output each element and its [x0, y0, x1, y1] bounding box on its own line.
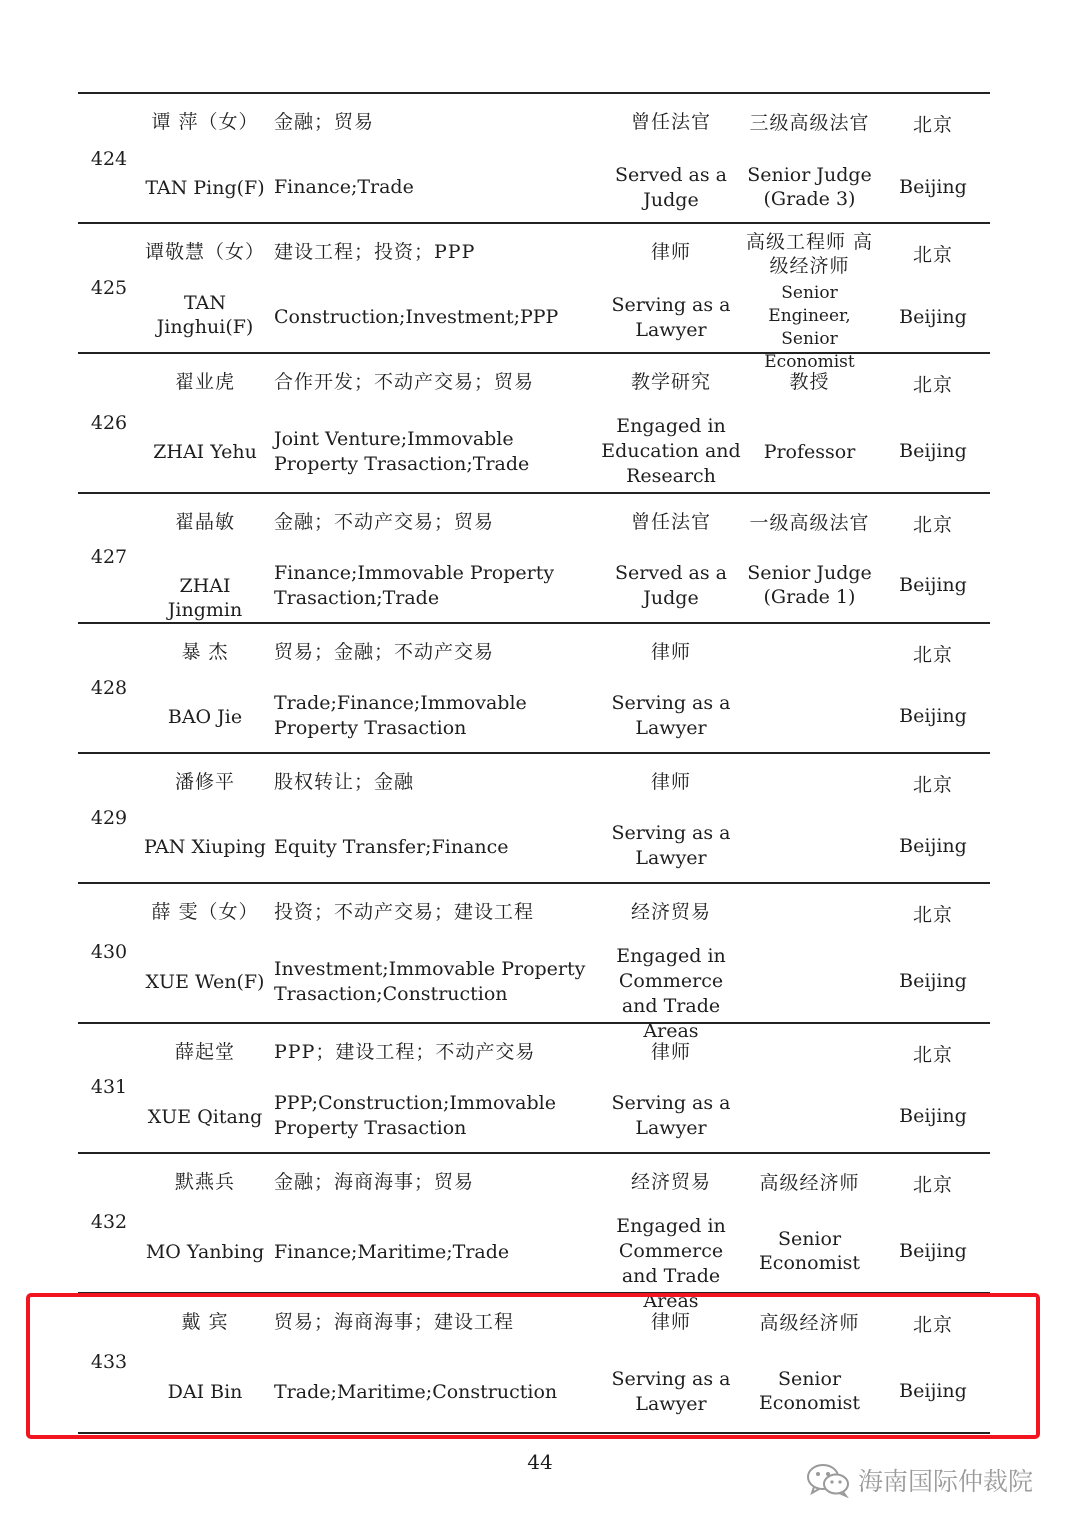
field-en: Trade;Maritime;Construction	[274, 1381, 558, 1403]
role-zh: 律师	[650, 1311, 691, 1333]
name-zh: 薛起堂	[174, 1041, 235, 1063]
city-zh: 北京	[912, 114, 953, 136]
field-en: Investment;Immovable Property Trasaction;Construction	[274, 958, 586, 1005]
role-zh: 曾任法官	[630, 111, 711, 133]
name-en: BAO Jie	[167, 706, 243, 728]
city-zh: 北京	[912, 1174, 953, 1196]
field-en: Finance;Immovable Property Trasaction;Trade	[274, 562, 555, 609]
title-en: Professor	[763, 441, 856, 463]
name-en: MO Yanbing	[145, 1241, 265, 1263]
title-en: Senior Economist	[758, 1368, 861, 1414]
field-zh: 贸易；海商海事；建设工程	[274, 1311, 515, 1333]
role-en: Engaged in Commerce and Trade Areas	[616, 945, 726, 1042]
record-number: 426	[90, 412, 128, 434]
watermark-text: 海南国际仲裁院	[858, 1467, 1034, 1496]
table-row	[78, 884, 990, 1042]
role-en: Engaged in Education and Research	[601, 415, 741, 487]
field-zh: 金融；贸易	[274, 111, 375, 133]
record-number: 430	[90, 941, 128, 963]
title-zh: 高级经济师	[759, 1172, 860, 1194]
role-zh: 曾任法官	[630, 511, 711, 533]
city-zh: 北京	[912, 1314, 953, 1336]
city-en: Beijing	[899, 1240, 967, 1262]
record-number: 432	[90, 1211, 128, 1233]
record-number: 425	[90, 277, 128, 299]
city-en: Beijing	[899, 705, 967, 727]
role-en: Serving as a Lawyer	[611, 1092, 731, 1139]
title-zh: 高级工程师 高级经济师	[745, 231, 874, 277]
city-zh: 北京	[912, 904, 953, 926]
title-en: Senior Economist	[758, 1228, 861, 1274]
name-zh: 翟业虎	[174, 371, 235, 393]
city-en: Beijing	[899, 574, 967, 596]
name-en: TAN Jinghui(F)	[156, 292, 254, 338]
name-zh: 戴 宾	[181, 1311, 229, 1333]
role-en: Serving as a Lawyer	[611, 294, 731, 341]
title-en: Senior Engineer, Senior Economist	[764, 283, 855, 372]
role-en: Served as a Judge	[615, 164, 727, 211]
record-number: 433	[90, 1351, 128, 1373]
field-en: Finance;Maritime;Trade	[274, 1241, 510, 1263]
field-zh: 贸易；金融；不动产交易	[274, 641, 495, 663]
record-number: 424	[90, 148, 128, 170]
role-en: Serving as a Lawyer	[611, 692, 731, 739]
table-row	[78, 754, 990, 884]
table-row	[78, 1024, 990, 1154]
title-zh: 一级高级法官	[749, 512, 870, 534]
table-row	[78, 624, 990, 754]
city-zh: 北京	[912, 244, 953, 266]
city-en: Beijing	[899, 440, 967, 462]
role-zh: 律师	[650, 771, 691, 793]
role-zh: 经济贸易	[630, 901, 711, 923]
title-en: Senior Judge (Grade 1)	[747, 562, 872, 608]
city-zh: 北京	[912, 374, 953, 396]
title-zh: 高级经济师	[759, 1312, 860, 1334]
role-zh: 律师	[650, 241, 691, 263]
name-zh: 默燕兵	[174, 1171, 235, 1193]
role-zh: 律师	[650, 1041, 691, 1063]
name-en: PAN Xiuping	[144, 836, 266, 858]
name-en: XUE Qitang	[147, 1106, 263, 1128]
arbitrator-table	[78, 92, 990, 1434]
name-en: TAN Ping(F)	[145, 177, 265, 199]
role-zh: 经济贸易	[630, 1171, 711, 1193]
table-row	[78, 1154, 990, 1312]
city-en: Beijing	[899, 306, 967, 328]
name-zh: 潘修平	[174, 771, 235, 793]
field-zh: 投资；不动产交易；建设工程	[274, 901, 535, 923]
role-en: Served as a Judge	[615, 562, 727, 609]
city-en: Beijing	[899, 835, 967, 857]
city-en: Beijing	[899, 1380, 967, 1402]
name-en: ZHAI Yehu	[153, 441, 257, 463]
field-zh: 金融；海商海事；贸易	[274, 1171, 475, 1193]
name-zh: 暴 杰	[181, 641, 229, 663]
name-zh: 谭敬慧（女）	[144, 241, 265, 263]
city-en: Beijing	[899, 1105, 967, 1127]
watermark	[806, 1460, 1033, 1500]
title-en: Senior Judge (Grade 3)	[747, 164, 872, 210]
record-number: 427	[90, 546, 128, 568]
name-zh: 薛 雯（女）	[151, 901, 259, 923]
table-row	[78, 494, 990, 624]
record-number: 429	[90, 807, 128, 829]
name-zh: 谭 萍（女）	[151, 111, 259, 133]
table-row	[78, 224, 990, 372]
name-en: XUE Wen(F)	[145, 971, 265, 993]
field-zh: 股权转让；金融	[274, 771, 415, 793]
role-en: Serving as a Lawyer	[611, 1368, 731, 1415]
highlight-box	[26, 1293, 1040, 1439]
field-en: Construction;Investment;PPP	[274, 306, 559, 328]
field-zh: 金融；不动产交易；贸易	[274, 511, 495, 533]
name-zh: 翟晶敏	[174, 511, 235, 533]
field-en: PPP;Construction;Immovable Property Trasaction	[274, 1092, 556, 1139]
name-en: DAI Bin	[167, 1381, 243, 1403]
table-row	[78, 94, 990, 224]
field-zh: 合作开发；不动产交易；贸易	[274, 371, 535, 393]
field-en: Trade;Finance;Immovable Property Trasaction	[274, 692, 527, 739]
record-number: 431	[90, 1076, 128, 1098]
name-en: ZHAI Jingmin	[167, 575, 243, 621]
record-number: 428	[90, 677, 128, 699]
city-zh: 北京	[912, 514, 953, 536]
role-en: Engaged in Commerce and Trade Areas	[616, 1215, 726, 1312]
city-en: Beijing	[899, 970, 967, 992]
field-en: Equity Transfer;Finance	[274, 836, 509, 858]
field-en: Joint Venture;Immovable Property Trasaction;Trade	[274, 428, 530, 475]
city-zh: 北京	[912, 774, 953, 796]
role-en: Serving as a Lawyer	[611, 822, 731, 869]
title-zh: 三级高级法官	[749, 112, 870, 134]
table-row	[78, 354, 990, 494]
page-number: 44	[527, 1450, 553, 1474]
field-en: Finance;Trade	[274, 176, 414, 198]
role-zh: 律师	[650, 641, 691, 663]
field-zh: PPP；建设工程；不动产交易	[274, 1041, 536, 1063]
city-zh: 北京	[912, 1044, 953, 1066]
city-en: Beijing	[899, 176, 967, 198]
field-zh: 建设工程；投资；PPP	[274, 241, 476, 263]
city-zh: 北京	[912, 644, 953, 666]
title-zh: 教授	[789, 371, 830, 393]
role-zh: 教学研究	[630, 371, 711, 393]
wechat-icon	[806, 1462, 850, 1498]
